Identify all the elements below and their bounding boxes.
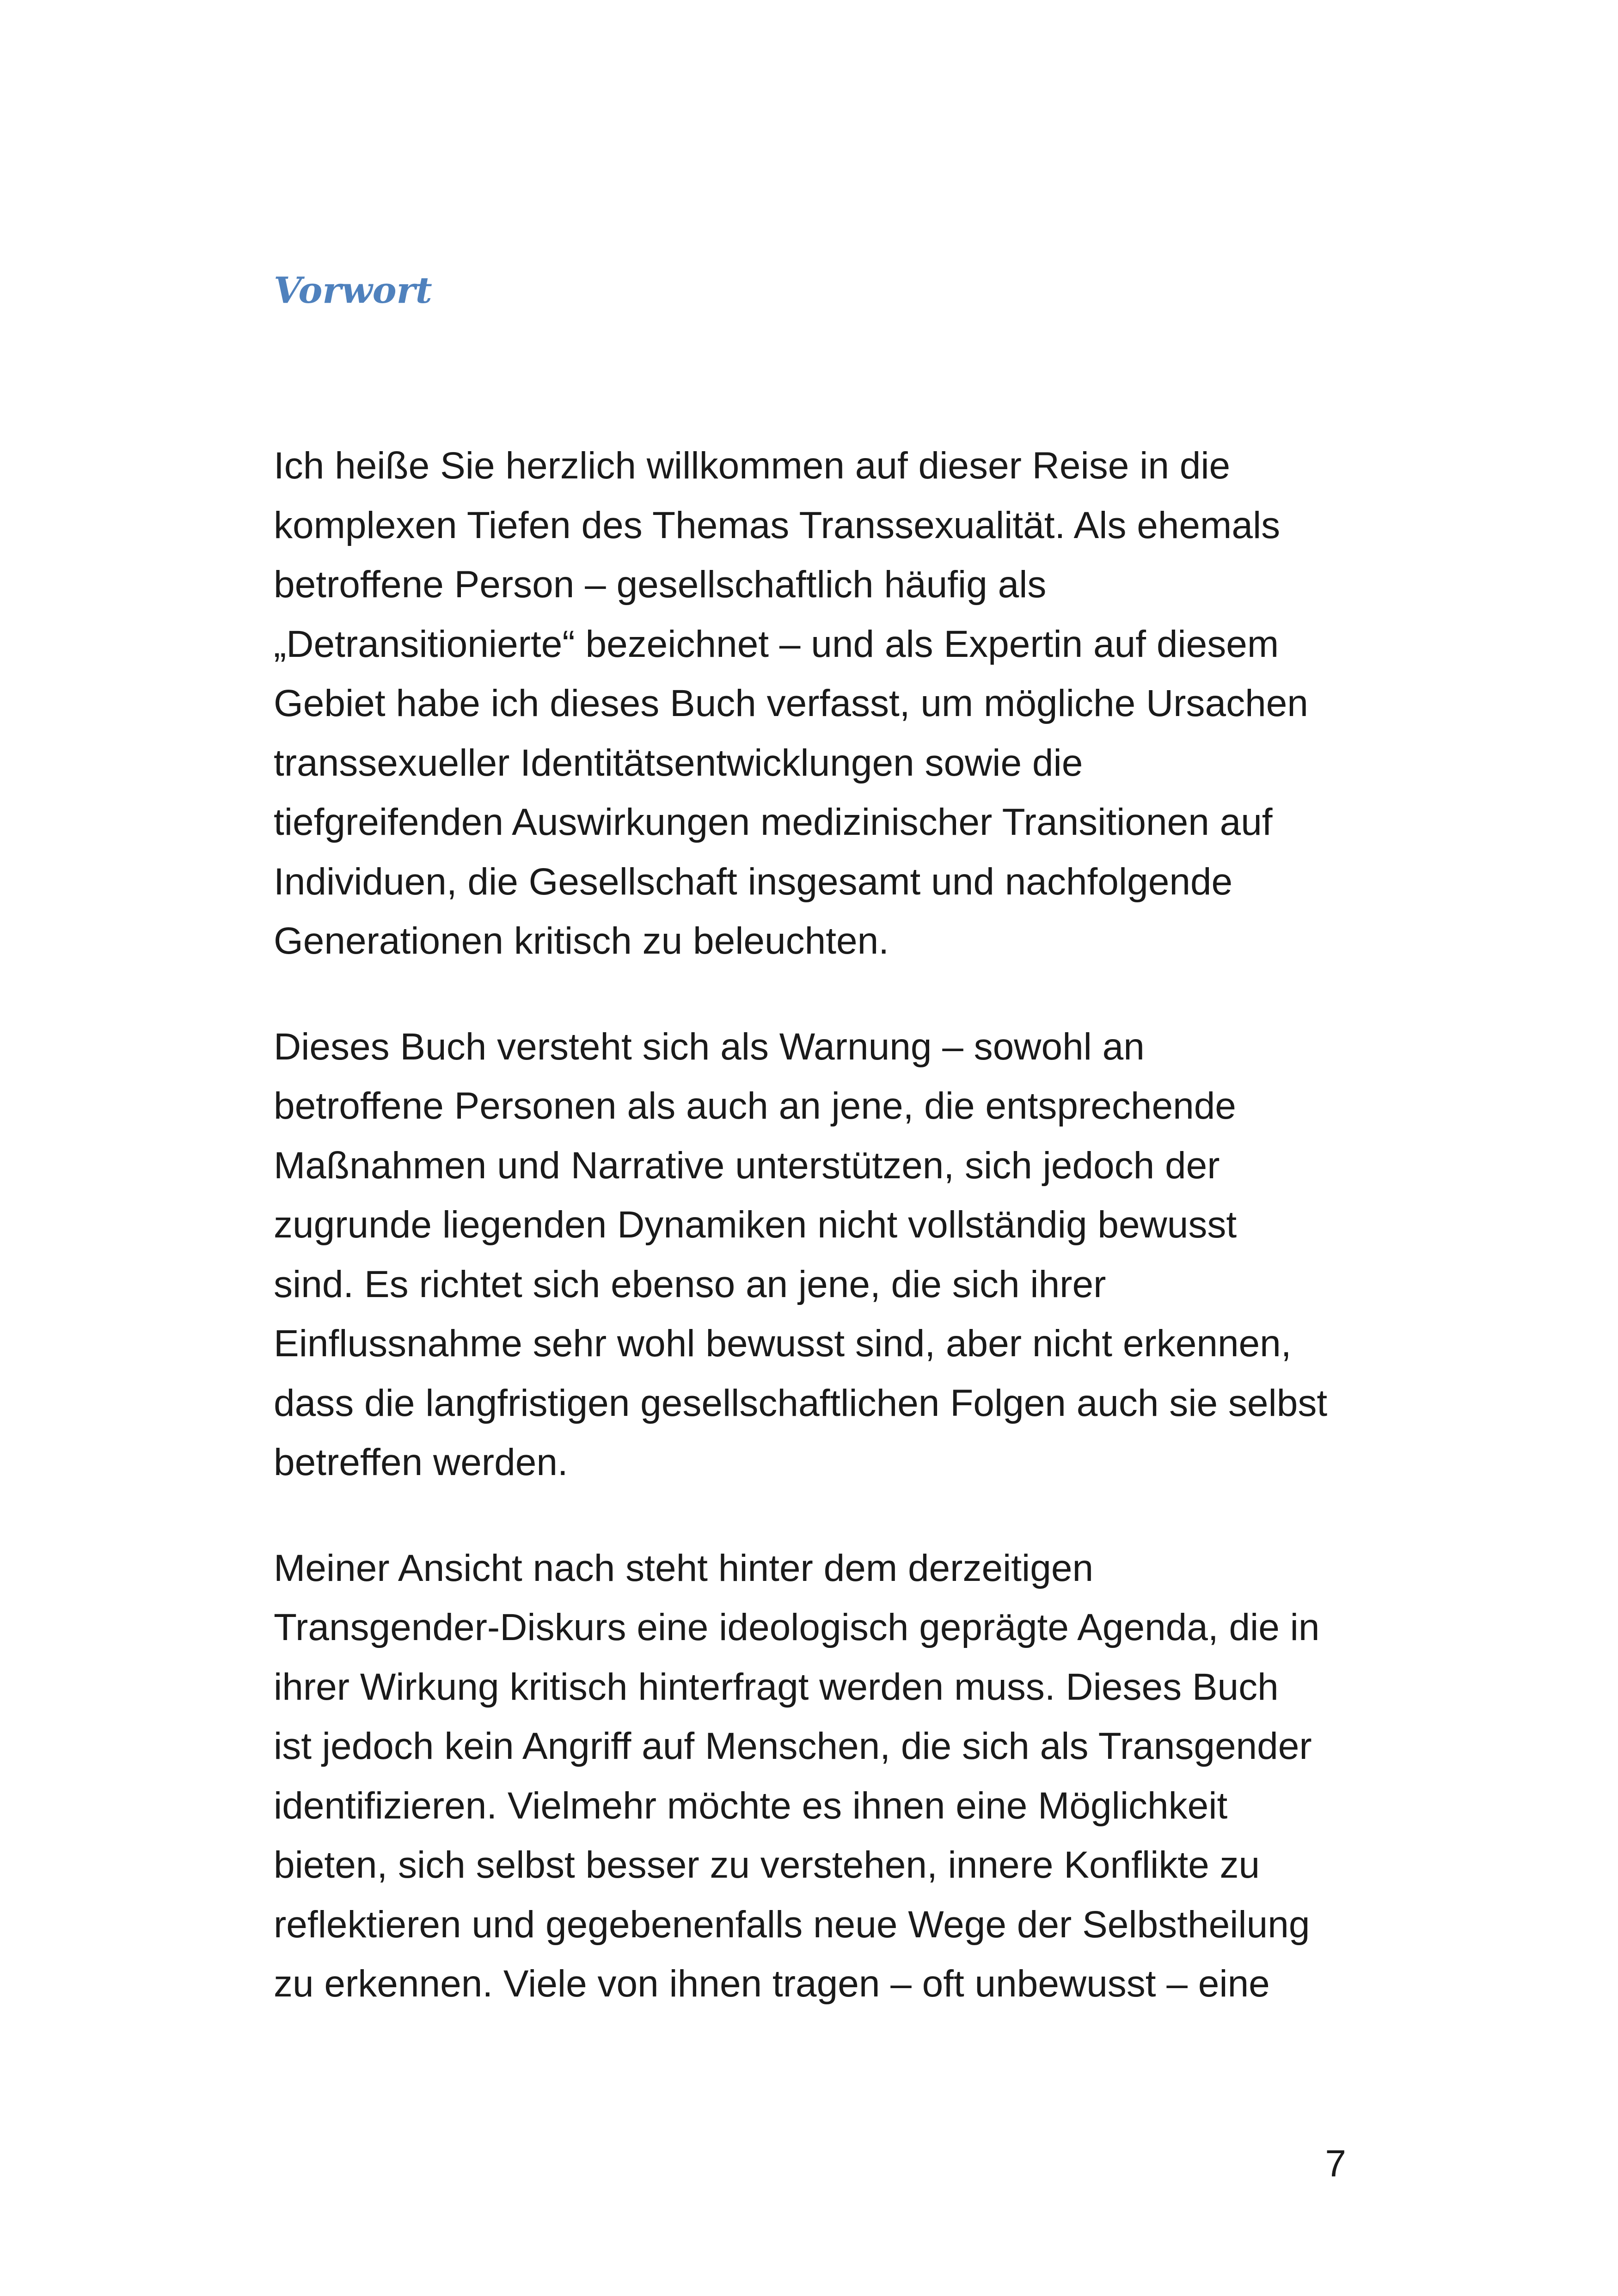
text-line: transsexueller Identitätsentwicklungen sowie die bbox=[274, 741, 1083, 784]
text-line: tiefgreifenden Auswirkungen medizinischer Transitionen auf bbox=[274, 801, 1273, 843]
text-line: dass die langfristigen gesellschaftlichen Folgen auch sie selbst bbox=[274, 1382, 1328, 1424]
text-line: Einflussnahme sehr wohl bewusst sind, aber nicht erkennen, bbox=[274, 1322, 1292, 1365]
text-line: Maßnahmen und Narrative unterstützen, sich jedoch der bbox=[274, 1144, 1220, 1187]
paragraph-1 bbox=[274, 436, 1355, 971]
text-line: „Detransitionierte“ bezeichnet – und als Expertin auf diesem bbox=[274, 623, 1279, 665]
text-line: ihrer Wirkung kritisch hinterfragt werden muss. Dieses Buch bbox=[274, 1665, 1279, 1708]
text-line: Dieses Buch versteht sich als Warnung – sowohl an bbox=[274, 1025, 1145, 1068]
text-line: Transgender-Diskurs eine ideologisch geprägte Agenda, die in bbox=[274, 1606, 1320, 1648]
text-line: Gebiet habe ich dieses Buch verfasst, um mögliche Ursachen bbox=[274, 682, 1308, 724]
text-line: betroffene Personen als auch an jene, die entsprechende bbox=[274, 1085, 1236, 1127]
text-line: Individuen, die Gesellschaft insgesamt und nachfolgende bbox=[274, 860, 1233, 903]
text-line: betreffen werden. bbox=[274, 1441, 568, 1483]
text-line: reflektieren und gegebenenfalls neue Wege der Selbstheilung bbox=[274, 1903, 1310, 1946]
text-line: betroffene Person – gesellschaftlich häufig als bbox=[274, 563, 1047, 606]
text-line: sind. Es richtet sich ebenso an jene, die sich ihrer bbox=[274, 1263, 1106, 1305]
body-text bbox=[274, 436, 1355, 2060]
text-line: bieten, sich selbst besser zu verstehen, innere Konflikte zu bbox=[274, 1844, 1260, 1886]
paragraph-3 bbox=[274, 1539, 1355, 2014]
text-line: komplexen Tiefen des Themas Transsexualität. Als ehemals bbox=[274, 504, 1281, 546]
text-line: Meiner Ansicht nach steht hinter dem derzeitigen bbox=[274, 1547, 1094, 1589]
section-heading: Vorwort bbox=[274, 269, 432, 312]
text-line: Generationen kritisch zu beleuchten. bbox=[274, 920, 889, 962]
page-number: 7 bbox=[1325, 2143, 1346, 2185]
text-line: ist jedoch kein Angriff auf Menschen, die sich als Transgender bbox=[274, 1725, 1312, 1767]
paragraph-2 bbox=[274, 1017, 1355, 1493]
text-line: Ich heiße Sie herzlich willkommen auf dieser Reise in die bbox=[274, 445, 1231, 487]
text-line: zu erkennen. Viele von ihnen tragen – oft unbewusst – eine bbox=[274, 1963, 1270, 2005]
text-line: zugrunde liegenden Dynamiken nicht vollständig bewusst bbox=[274, 1204, 1237, 1246]
text-line: identifizieren. Vielmehr möchte es ihnen eine Möglichkeit bbox=[274, 1784, 1228, 1827]
